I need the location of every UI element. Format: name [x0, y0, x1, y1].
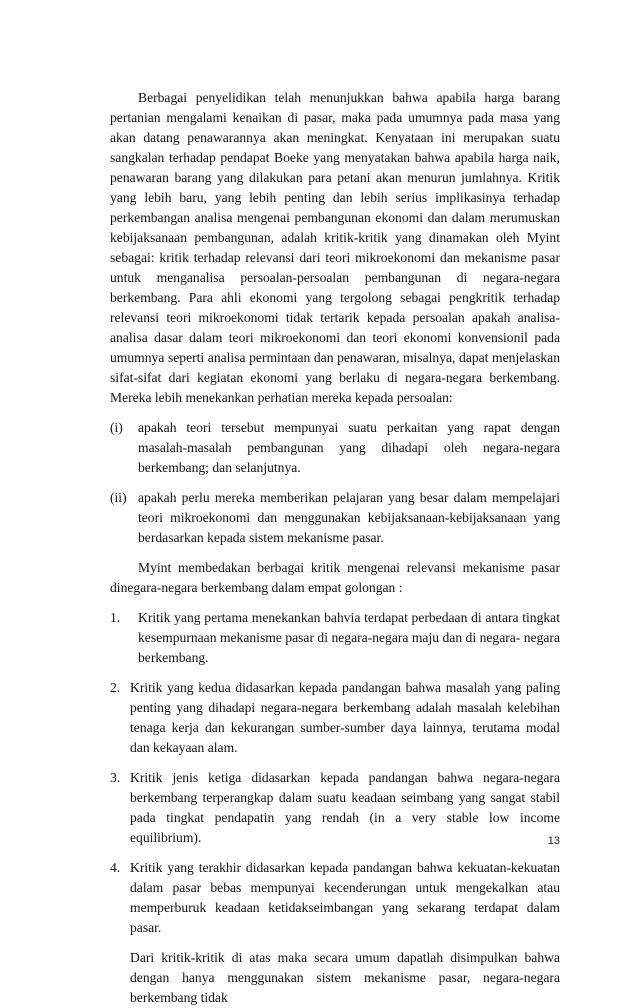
- list-item-text: Kritik jenis ketiga didasarkan kepada pandangan bahwa negara-negara berkembang terperangkap dalam suatu keadaan seimbang yang sangat stabil pada tingkat pendapatin yang rendah (in a very stable low income equilibrium).: [130, 770, 560, 845]
- list-item-1: [110, 608, 560, 668]
- paragraph-intro: Berbagai penyelidikan telah menunjukkan bahwa apabila harga barang pertanian mengalami kenaikan di pasar, maka pada umumnya pada masa yang akan datang penawarannya akan meningkat. Kenyataan ini merupakan suatu sangkalan terhadap pendapat Boeke yang menyatakan bahwa apabila harga naik, penawaran barang yang dilakukan para petani akan menurun jumlahnya. Kritik yang lebih baru, yang lebih penting dan lebih serius implikasinya terhadap perkembangan analisa mengenai pembangunan ekonomi dan dalam merumuskan kebijaksanaan pembangunan, adalah kritik-kritik yang dinamakan oleh Myint sebagai: kritik terhadap relevansi dari teori mikroekonomi dan mekanisme pasar untuk menganalisa persoalan-persoalan pembangunan di negara-negara berkembang. Para ahli ekonomi yang tergolong sebagai pengkritik terhadap relevansi teori mikroekonomi tidak tertarik kepada persoalan apakah analisa-analisa dasar dalam teori mikroekonomi dan teori ekonomi konvensionil pada umumnya seperti analisa permintaan dan penawaran, misalnya, dapat menjelaskan sifat-sifat dari kegiatan ekonomi yang berlaku di negara-negara berkembang. Mereka lebih menekankan perhatian mereka kepada persoalan:: [110, 90, 560, 405]
- list-item-4: [110, 858, 560, 938]
- list-item-text: Kritik yang terakhir didasarkan kepada pandangan bahwa kekuatan-kekuatan dalam pasar bebas mempunyai kecenderungan untuk mengekalkan atau memperburuk keadaan ketidakseimbangan yang sekarang terdapat dalam pasar.: [130, 860, 560, 935]
- list-marker: 1.: [110, 610, 121, 625]
- paragraph-myint: Myint membedakan berbagai kritik mengenai relevansi mekanisme pasar dinegara-negara berkembang dalam empat golongan :: [110, 560, 560, 595]
- list-item-text: apakah perlu mereka memberikan pelajaran yang besar dalam mempelajari teori mikroekonomi dan menggunakan kebijaksanaan-kebijaksanaan yang berdasarkan kepada sistem mekanisme pasar.: [138, 490, 560, 545]
- page-number: 13: [547, 835, 560, 847]
- list-item-roman-1: [110, 418, 560, 478]
- page-content: [110, 88, 560, 1008]
- list-item-text: Kritik yang kedua didasarkan kepada pandangan bahwa masalah yang paling penting yang dihadapi negara-negara berkembang adalah masalah kelebihan tenaga kerja dan kekurangan sumber-sumber daya lainnya, terutama modal dan kekayaan alam.: [130, 680, 560, 755]
- list-marker: (ii): [110, 490, 127, 505]
- paragraph-conclusion: Dari kritik-kritik di atas maka secara umum dapatlah disimpulkan bahwa dengan hanya menggunakan sistem mekanisme pasar, negara-negara berkembang tidak: [130, 950, 560, 1005]
- list-item-2: [110, 678, 560, 758]
- list-item-text: Kritik yang pertama menekankan bahvia terdapat perbedaan di antara tingkat kesempurnaan mekanisme pasar di negara-negara maju dan di negara- negara berkembang.: [138, 610, 560, 665]
- list-item-roman-2: [110, 488, 560, 548]
- list-marker: 4.: [110, 860, 121, 875]
- list-marker: 3.: [110, 770, 121, 785]
- list-item-text: apakah teori tersebut mempunyai suatu perkaitan yang rapat dengan masalah-masalah pembangunan yang dihadapi oleh negara-negara berkembang; dan selanjutnya.: [138, 420, 560, 475]
- list-item-3: [110, 768, 560, 848]
- list-marker: (i): [110, 420, 123, 435]
- list-marker: 2.: [110, 680, 121, 695]
